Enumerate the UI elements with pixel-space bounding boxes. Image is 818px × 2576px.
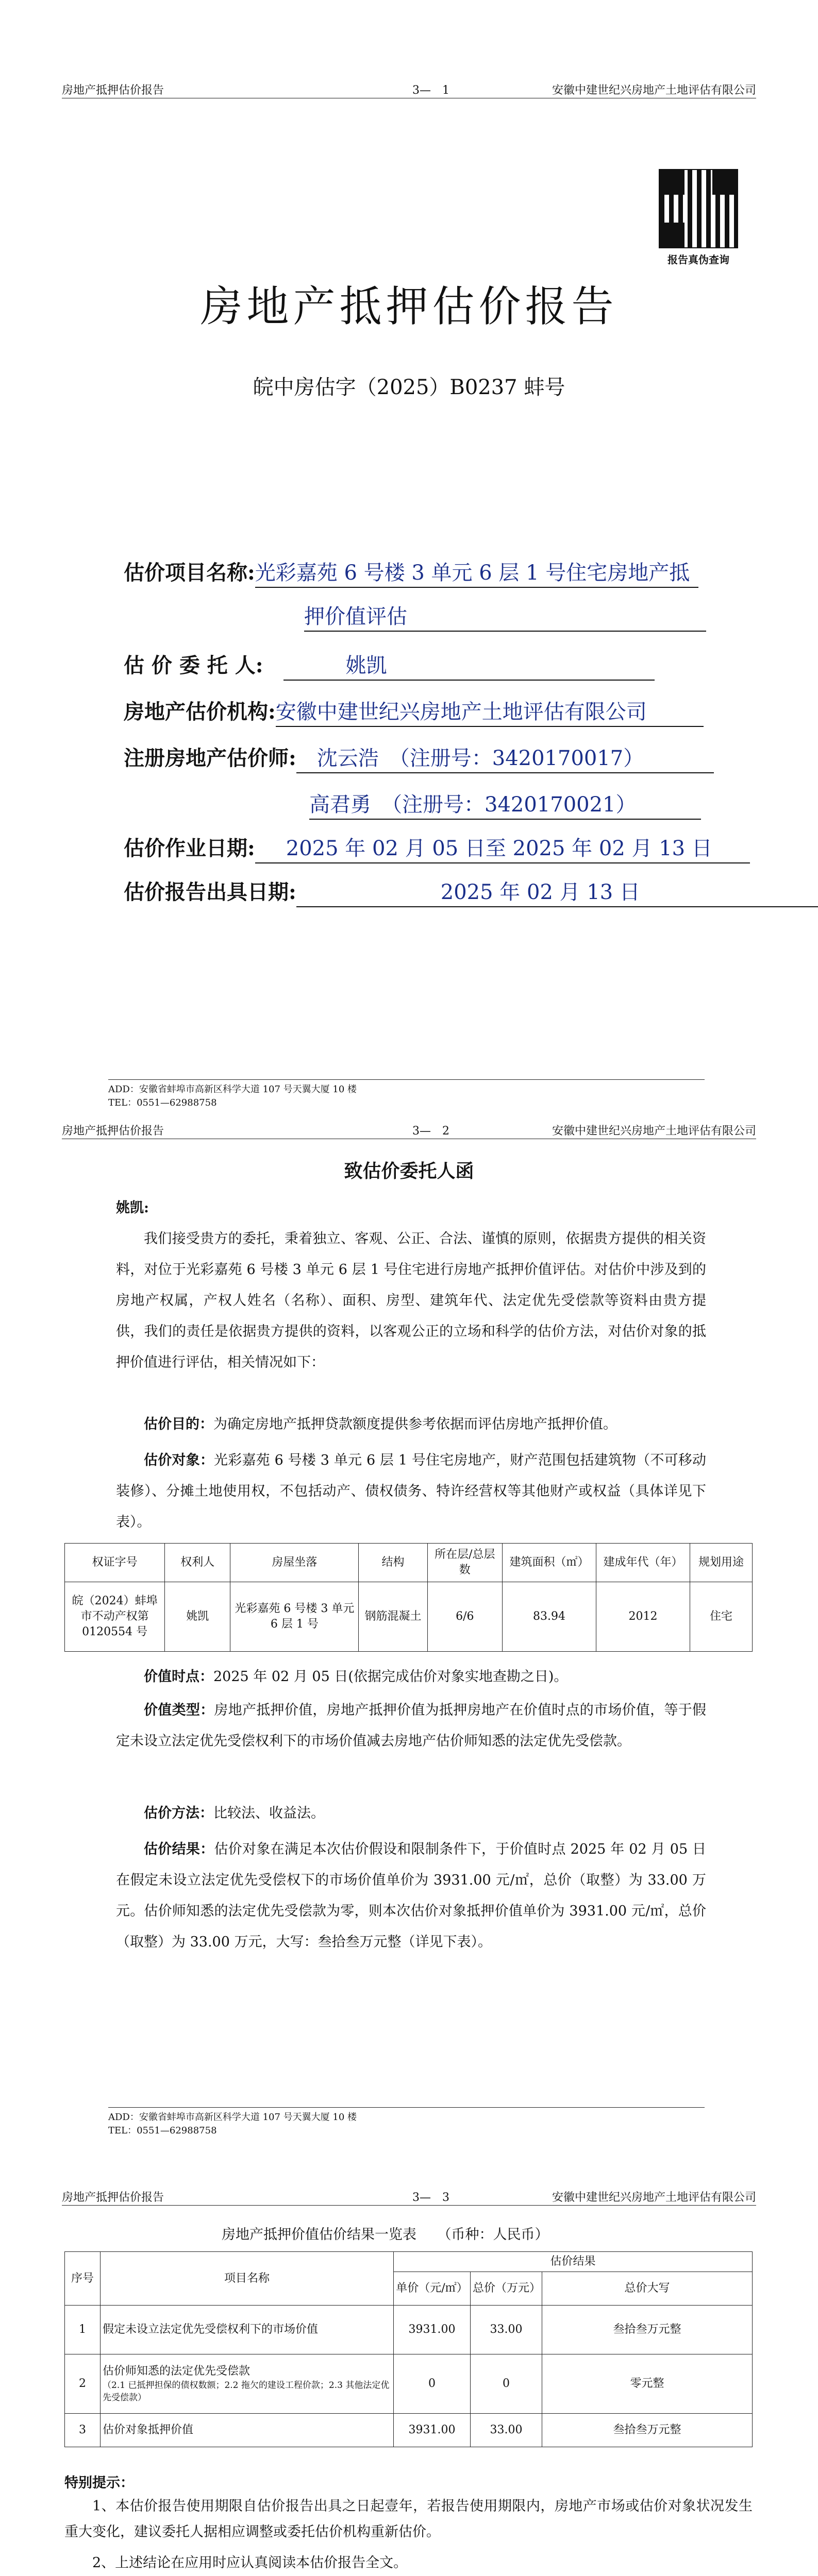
qr-caption: 报告真伪查询 [667, 253, 729, 266]
running-header [62, 2184, 756, 2206]
note-1: 1、本估价报告使用期限自估价报告出具之日起壹年，若报告使用期限内，房地产市场或估价对象状况发生重大变化，建议委托人据相应调整或委托估价机构重新估价。 [64, 2498, 753, 2540]
th-unit: 单价（元/㎡） [394, 2272, 471, 2306]
client-row: 估 价 委 托 人: 姚凯 [124, 649, 655, 681]
footer-address: ADD：安徽省蚌埠市高新区科学大道 107 号天翼大厦 10 楼 [108, 2112, 357, 2123]
report-number: 皖中房估字（2025）B0237 蚌号 [253, 376, 565, 399]
value-type-para: 价值类型：房地产抵押价值，房地产抵押价值为抵押房地产在价值时点的市场价值，等于假定未设立法定优先受偿权利下的市场价值减去房地产估价师知悉的法定优先受偿款。 [116, 1702, 707, 1749]
letter-page [0, 1113, 818, 2179]
footer-tel: TEL：0551—62988758 [108, 2125, 217, 2136]
note-2: 2、上述结论在应用时应认真阅读本估价报告全文。 [92, 2555, 408, 2571]
td-floor: 6/6 [427, 1582, 502, 1652]
th-item: 项目名称 [101, 2252, 394, 2306]
td-area: 83.94 [502, 1582, 596, 1652]
th-area: 建筑面积（㎡） [502, 1544, 596, 1582]
th-structure: 结构 [359, 1544, 427, 1582]
agency-row: 房地产估价机构:安徽中建世纪兴房地产土地评估有限公司 [124, 696, 704, 727]
th-total: 总价（万元） [471, 2272, 542, 2306]
result-para: 估价结果：估价对象在满足本次估价假设和限制条件下，于价值时点 2025 年 02 月 05 日在假定未设立法定优先受偿权下的市场价值单价为 3931.00 元/㎡，总价（取整）为 33.00 万元。估价师知悉的法定优先受偿款为零，则本次估价对象抵押价值单价为 3931.00 元/㎡，总价（取整）为 33.00 万元，大写：叁拾叁万元整（详见下表）。 [116, 1841, 707, 1950]
header-page: 3— 1 [412, 84, 450, 97]
th-seq: 序号 [65, 2252, 101, 2306]
work-date-row: 估价作业日期: 2025 年 02 月 05 日至 2025 年 02 月 13 日 [124, 832, 750, 863]
currency-label: （币种：人民币） [444, 2227, 549, 2243]
qr-code-icon[interactable] [660, 170, 737, 247]
project-name-row: 估价项目名称:光彩嘉苑 6 号楼 3 单元 6 层 1 号住宅房地产抵 [124, 556, 698, 588]
td-cert: 皖（2024）蚌埠市不动产权第 0120554 号 [65, 1582, 165, 1652]
table-row: 3 估价对象抵押价值 3931.00 33.00 叁拾叁万元整 [65, 2414, 753, 2447]
footer-tel: TEL：0551—62988758 [108, 1097, 217, 1108]
purpose-para: 估价目的：为确定房地产抵押贷款额度提供参考依据而评估房地产抵押价值。 [144, 1416, 617, 1432]
project-name-row-2: 押价值评估 [304, 600, 706, 632]
th-cert: 权证字号 [65, 1544, 165, 1582]
header-left: 房地产抵押估价报告 [62, 84, 164, 97]
td-usage: 住宅 [690, 1582, 753, 1652]
method-para: 估价方法：比较法、收益法。 [144, 1805, 325, 1821]
summary-title: 房地产抵押价值估价结果一览表 [222, 2227, 416, 2243]
cover-page [0, 0, 818, 1108]
appraiser-row-2: 高君勇 （注册号：3420170021） [309, 788, 701, 820]
header-left: 房地产抵押估价报告 [62, 2191, 164, 2204]
td-location: 光彩嘉苑 6 号楼 3 单元 6 层 1 号 [230, 1582, 359, 1652]
td-owner: 姚凯 [165, 1582, 230, 1652]
footer [108, 1079, 705, 1110]
object-para: 估价对象：光彩嘉苑 6 号楼 3 单元 6 层 1 号住宅房地产，财产范围包括建筑物（不可移动装修）、分摊土地使用权，不包括动产、债权债务、特许经营权等其他财产或权益（具体详见下表）。 [116, 1452, 707, 1530]
footer-address: ADD：安徽省蚌埠市高新区科学大道 107 号天翼大厦 10 楼 [108, 1084, 357, 1095]
th-floor: 所在层/总层数 [427, 1544, 502, 1582]
table-row: 1 假定未设立法定优先受偿权利下的市场价值 3931.00 33.00 叁拾叁万元整 [65, 2306, 753, 2354]
header-right: 安徽中建世纪兴房地产土地评估有限公司 [552, 2191, 756, 2204]
table-header-row [65, 2252, 753, 2272]
td-structure: 钢筋混凝土 [359, 1582, 427, 1652]
th-location: 房屋坐落 [230, 1544, 359, 1582]
running-header [62, 1118, 756, 1139]
running-header [62, 77, 756, 98]
letter-title: 致估价委托人函 [344, 1160, 474, 1182]
letter-intro: 我们接受贵方的委托，秉着独立、客观、公正、合法、谨慎的原则，依据贵方提供的相关资料，对位于光彩嘉苑 6 号楼 3 单元 6 层 1 号住宅进行房地产抵押价值评估。对估价中涉及到的房地产权属，产权人姓名（名称）、面积、房型、建筑年代、法定优先受偿款等资料由贵方提供，我们的责任是依据贵方提供的资料，以客观公正的立场和科学的估价方法，对估价对象的抵押价值进行评估，相关情况如下： [116, 1231, 706, 1370]
header-page: 3— 2 [412, 1125, 450, 1138]
property-table [64, 1543, 753, 1652]
th-group: 估价结果 [394, 2252, 753, 2272]
table-row: 2 估价师知悉的法定优先受偿款 （2.1 已抵押担保的债权数额；2.2 拖欠的建设工程价款；2.3 其他法定优先受偿款） 0 0 零元整 [65, 2354, 753, 2414]
table-header-row [65, 1544, 753, 1582]
valuation-date-para: 价值时点：2025 年 02 月 05 日(依据完成估价对象实地查勘之日)。 [144, 1669, 568, 1685]
issue-date-row: 估价报告出具日期: 2025 年 02 月 13 日 [124, 876, 818, 907]
th-owner: 权利人 [165, 1544, 230, 1582]
summary-page [0, 2184, 818, 2576]
table-row [65, 1582, 753, 1652]
summary-title-row [222, 2223, 549, 2243]
header-right: 安徽中建世纪兴房地产土地评估有限公司 [552, 84, 756, 97]
th-year: 建成年代（年） [596, 1544, 690, 1582]
summary-table [64, 2251, 753, 2447]
header-right: 安徽中建世纪兴房地产土地评估有限公司 [552, 1125, 756, 1138]
td-year: 2012 [596, 1582, 690, 1652]
salutation: 姚凯: [116, 1200, 149, 1216]
th-usage: 规划用途 [690, 1544, 753, 1582]
report-title: 房地产抵押估价报告 [200, 282, 618, 331]
header-page: 3— 3 [412, 2191, 450, 2204]
header-left: 房地产抵押估价报告 [62, 1125, 164, 1138]
th-caps: 总价大写 [542, 2272, 753, 2306]
footer [108, 2107, 705, 2138]
notes-title: 特别提示： [64, 2475, 134, 2491]
appraiser-row: 注册房地产估价师: 沈云浩 （注册号：3420170017） [124, 742, 714, 773]
